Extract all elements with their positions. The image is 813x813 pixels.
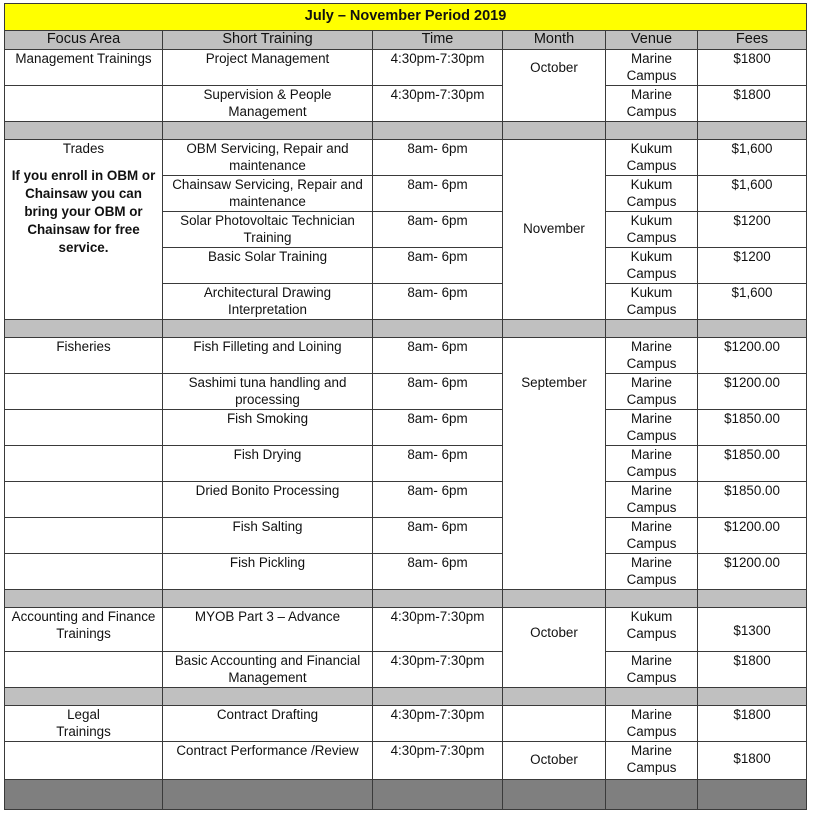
venue-cell: Marine Campus (606, 481, 698, 517)
time-cell: 8am- 6pm (373, 373, 503, 409)
time-cell: 8am- 6pm (373, 517, 503, 553)
focus-area-cell (5, 85, 163, 121)
table-row (5, 373, 807, 409)
footer-row (5, 779, 807, 809)
fee-cell: $1,600 (698, 283, 807, 319)
training-cell: Fish Smoking (163, 409, 373, 445)
venue-cell: Marine Campus (606, 517, 698, 553)
time-cell: 8am- 6pm (373, 247, 503, 283)
fee-cell: $1800 (698, 651, 807, 687)
training-cell: Fish Filleting and Loining (163, 337, 373, 373)
venue-cell: Marine Campus (606, 553, 698, 589)
focus-area-label: Trades (62, 140, 105, 156)
month-cell: November (503, 139, 606, 319)
training-cell: Project Management (163, 49, 373, 85)
fee-cell: $1850.00 (698, 481, 807, 517)
header-time: Time (373, 31, 503, 50)
training-cell: MYOB Part 3 – Advance (163, 607, 373, 651)
table-row (5, 517, 807, 553)
training-cell: Fish Pickling (163, 553, 373, 589)
focus-area-cell (5, 139, 163, 319)
fee-label: $1800 (733, 750, 771, 766)
focus-area-cell (5, 741, 163, 779)
training-cell: Contract Drafting (163, 705, 373, 741)
table-row (5, 741, 807, 779)
month-cell (503, 337, 606, 589)
time-cell: 4:30pm-7:30pm (373, 85, 503, 121)
time-cell: 8am- 6pm (373, 481, 503, 517)
training-cell: Fish Salting (163, 517, 373, 553)
header-fees: Fees (698, 31, 807, 50)
time-cell: 8am- 6pm (373, 283, 503, 319)
separator-row (5, 121, 807, 139)
table-row (5, 409, 807, 445)
training-schedule-table (4, 3, 807, 810)
time-cell: 8am- 6pm (373, 175, 503, 211)
training-cell: Contract Performance /Review (163, 741, 373, 779)
table-row (5, 445, 807, 481)
focus-area-cell: Management Trainings (5, 49, 163, 85)
training-cell: Fish Drying (163, 445, 373, 481)
month-cell: October (503, 741, 606, 779)
time-cell: 4:30pm-7:30pm (373, 607, 503, 651)
venue-cell: Marine Campus (606, 741, 698, 779)
focus-area-cell: Accounting and Finance Trainings (5, 607, 163, 651)
fee-cell: $1200.00 (698, 337, 807, 373)
time-cell: 4:30pm-7:30pm (373, 705, 503, 741)
focus-area-label: Legal Trainings (56, 706, 111, 739)
header-row (5, 31, 807, 50)
table-row (5, 85, 807, 121)
focus-area-cell (5, 651, 163, 687)
separator-row (5, 589, 807, 607)
fee-cell: $1200 (698, 247, 807, 283)
time-cell: 4:30pm-7:30pm (373, 49, 503, 85)
time-cell: 4:30pm-7:30pm (373, 651, 503, 687)
venue-cell: Marine Campus (606, 409, 698, 445)
month-label: October (530, 624, 578, 640)
focus-area-cell (5, 705, 163, 741)
month-cell (503, 705, 606, 741)
training-cell: Basic Accounting and Financial Management (163, 651, 373, 687)
fee-cell: $1800 (698, 705, 807, 741)
venue-cell: Kukum Campus (606, 283, 698, 319)
time-cell: 4:30pm-7:30pm (373, 741, 503, 779)
table-row (5, 481, 807, 517)
fee-cell: $1800 (698, 85, 807, 121)
training-cell: Solar Photovoltaic Technician Training (163, 211, 373, 247)
fee-cell (698, 607, 807, 651)
venue-cell: Kukum Campus (606, 175, 698, 211)
venue-cell: Marine Campus (606, 49, 698, 85)
venue-cell: Kukum Campus (606, 139, 698, 175)
fee-label: $1300 (733, 622, 771, 638)
header-month: Month (503, 31, 606, 50)
table-row (5, 139, 807, 175)
venue-cell: Marine Campus (606, 445, 698, 481)
table-row (5, 705, 807, 741)
fee-cell: $1200.00 (698, 373, 807, 409)
training-cell: Basic Solar Training (163, 247, 373, 283)
schedule-title: July – November Period 2019 (5, 4, 807, 31)
month-cell (503, 49, 606, 121)
fee-cell: $1200 (698, 211, 807, 247)
table-row (5, 651, 807, 687)
venue-cell: Marine Campus (606, 337, 698, 373)
focus-area-cell (5, 517, 163, 553)
month-label: October (530, 59, 578, 75)
table-row (5, 337, 807, 373)
fee-cell: $1200.00 (698, 553, 807, 589)
focus-area-cell (5, 553, 163, 589)
training-cell: Dried Bonito Processing (163, 481, 373, 517)
table-row (5, 553, 807, 589)
venue-cell: Marine Campus (606, 651, 698, 687)
fee-cell (698, 741, 807, 779)
training-cell: Chainsaw Servicing, Repair and maintenance (163, 175, 373, 211)
focus-area-cell (5, 373, 163, 409)
venue-cell: Kukum Campus (606, 607, 698, 651)
month-label: September (521, 374, 587, 390)
venue-cell: Marine Campus (606, 373, 698, 409)
training-cell: OBM Servicing, Repair and maintenance (163, 139, 373, 175)
venue-cell: Kukum Campus (606, 211, 698, 247)
focus-area-cell (5, 481, 163, 517)
fee-cell: $1200.00 (698, 517, 807, 553)
header-venue: Venue (606, 31, 698, 50)
time-cell: 8am- 6pm (373, 139, 503, 175)
fee-cell: $1800 (698, 49, 807, 85)
focus-area-cell (5, 409, 163, 445)
table-row (5, 49, 807, 85)
separator-row (5, 687, 807, 705)
training-cell: Supervision & People Management (163, 85, 373, 121)
month-cell (503, 607, 606, 687)
venue-cell: Marine Campus (606, 705, 698, 741)
fee-cell: $1850.00 (698, 409, 807, 445)
fee-cell: $1,600 (698, 139, 807, 175)
time-cell: 8am- 6pm (373, 211, 503, 247)
time-cell: 8am- 6pm (373, 337, 503, 373)
venue-cell: Kukum Campus (606, 247, 698, 283)
header-short-training: Short Training (163, 31, 373, 50)
separator-row (5, 319, 807, 337)
training-cell: Sashimi tuna handling and processing (163, 373, 373, 409)
venue-cell: Marine Campus (606, 85, 698, 121)
time-cell: 8am- 6pm (373, 409, 503, 445)
time-cell: 8am- 6pm (373, 445, 503, 481)
table-row (5, 607, 807, 651)
time-cell: 8am- 6pm (373, 553, 503, 589)
focus-area-cell: Fisheries (5, 337, 163, 373)
header-focus-area: Focus Area (5, 31, 163, 50)
fee-cell: $1,600 (698, 175, 807, 211)
training-cell: Architectural Drawing Interpretation (163, 283, 373, 319)
focus-area-cell (5, 445, 163, 481)
trades-note: If you enroll in OBM or Chainsaw you can bring your OBM or Chainsaw for free service. (11, 168, 156, 255)
fee-cell: $1850.00 (698, 445, 807, 481)
